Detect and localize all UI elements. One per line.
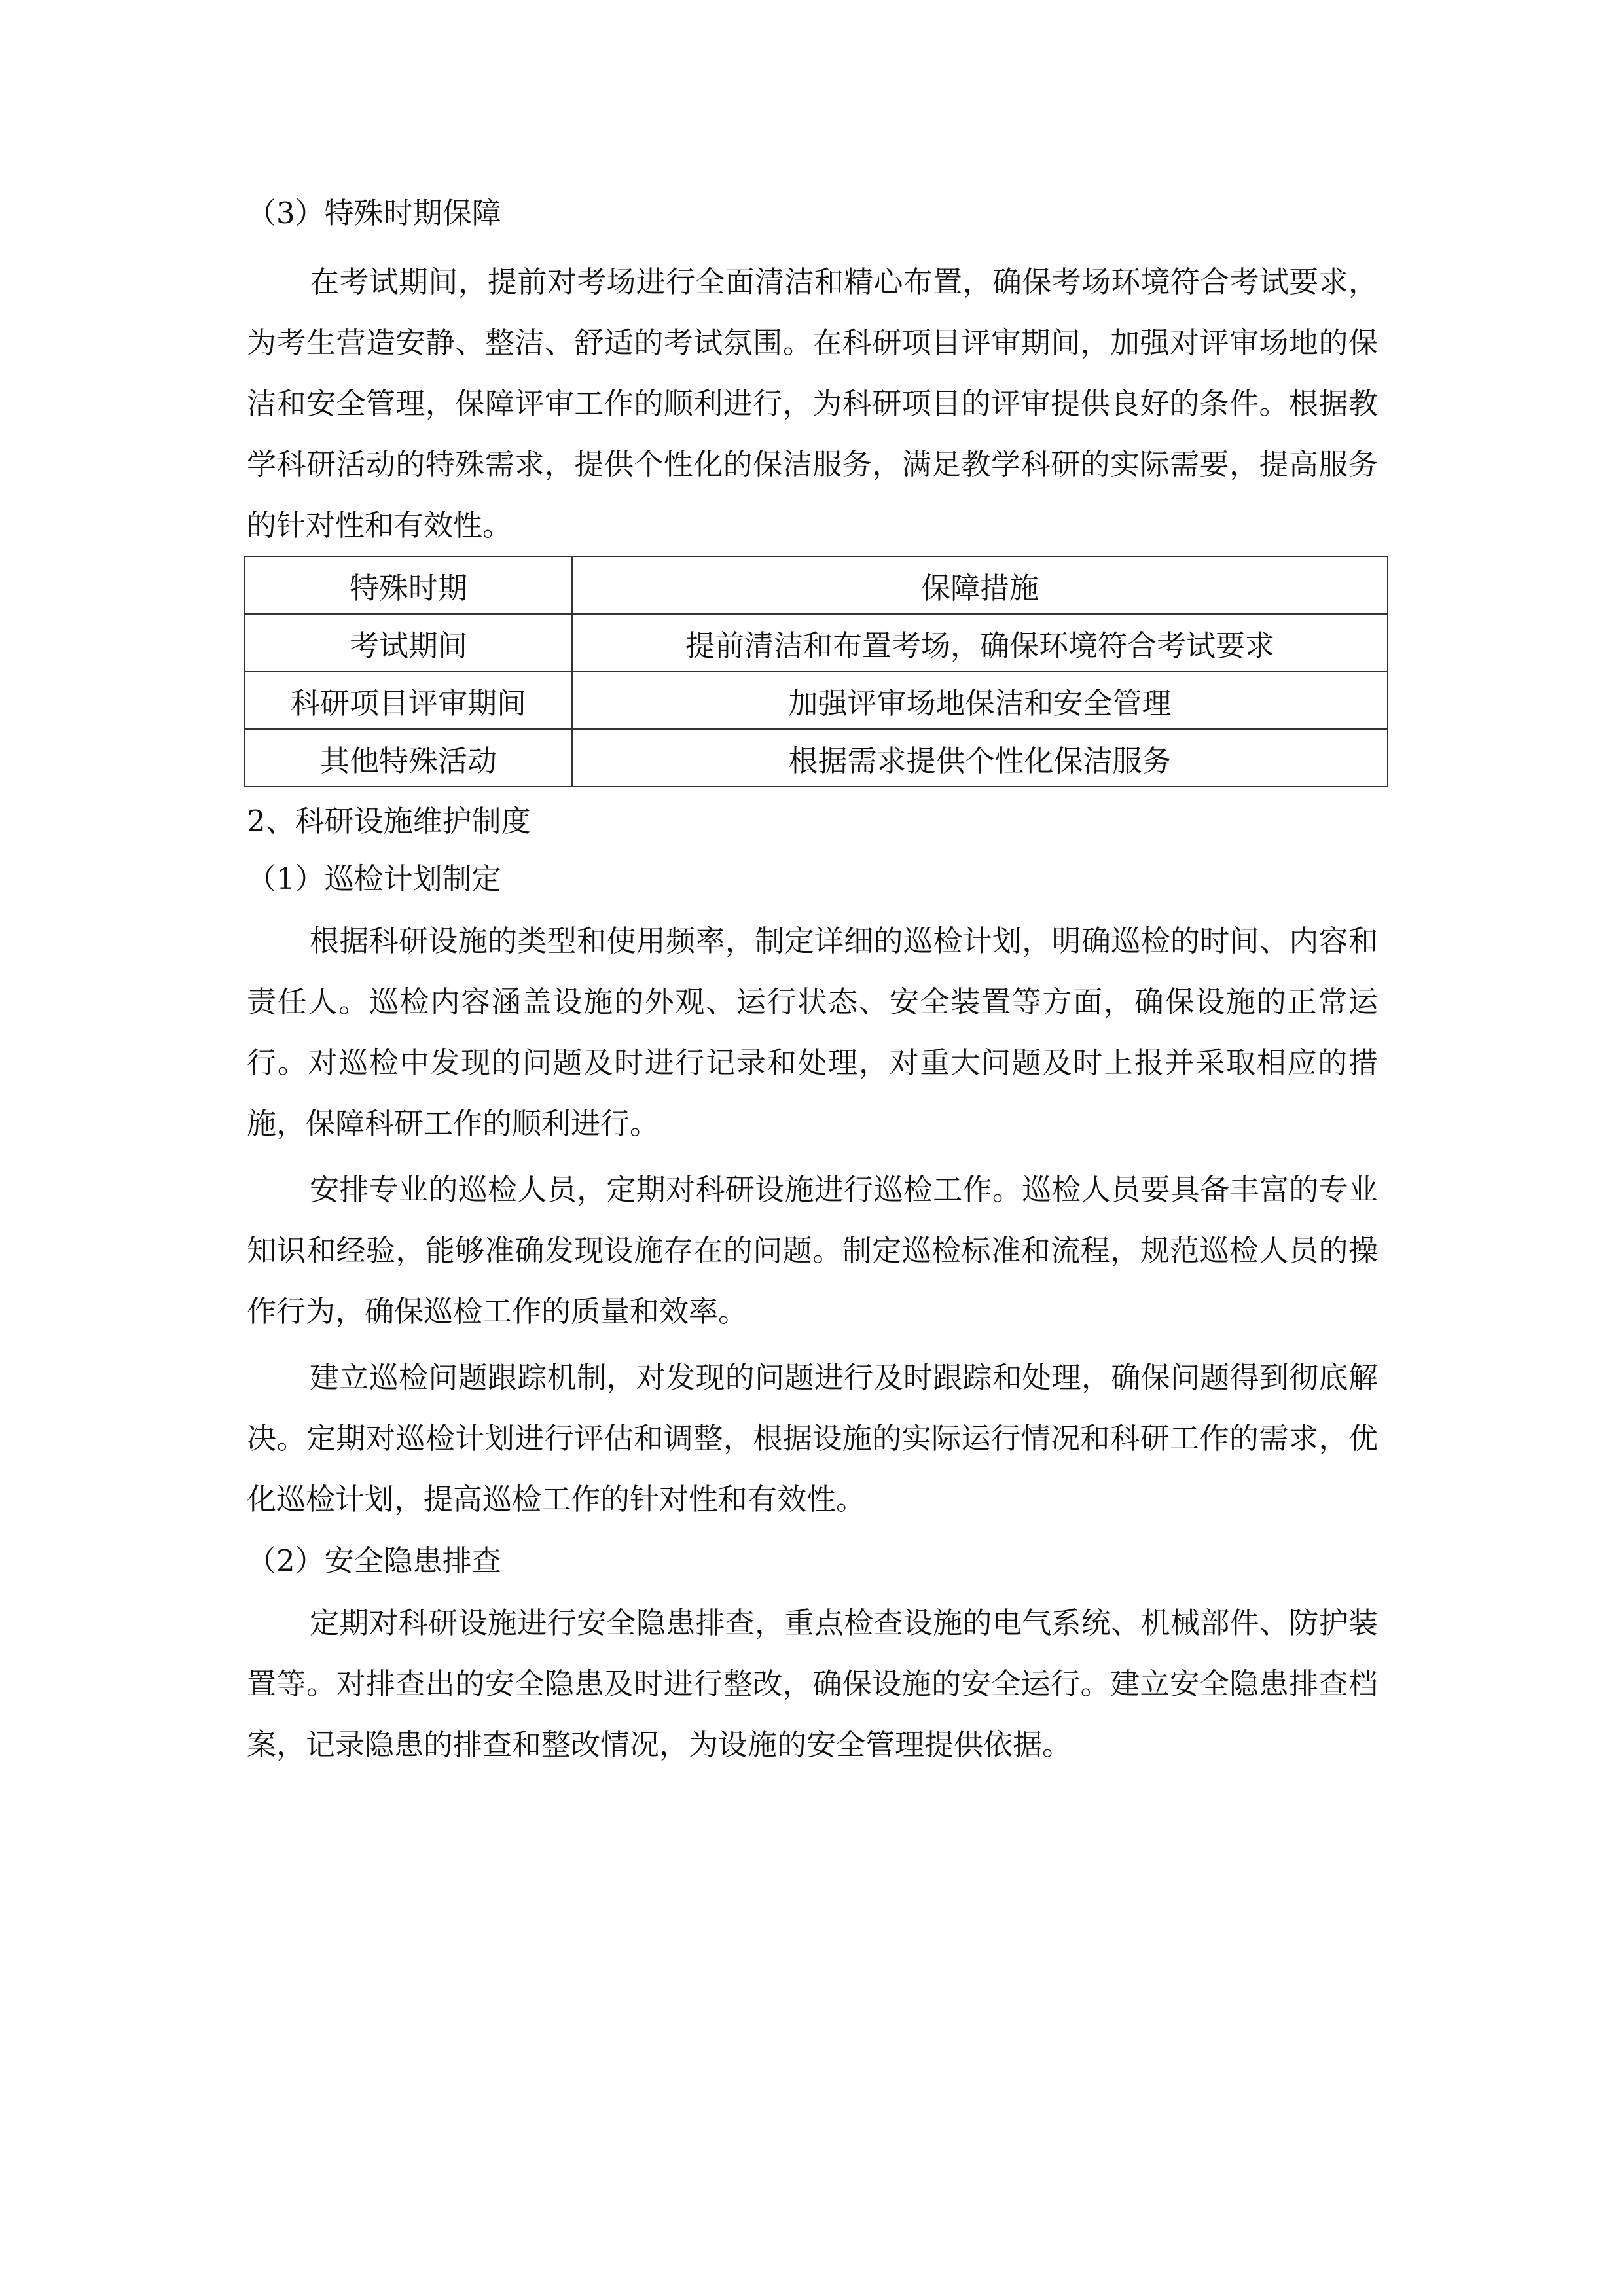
special-period-table <box>244 556 1388 787</box>
table-cell: 提前清洁和布置考场，确保环境符合考试要求 <box>572 614 1388 672</box>
table-header-row <box>245 556 1388 614</box>
table-row <box>245 729 1388 787</box>
table-row <box>245 614 1388 672</box>
heading-inspection-plan: （1）巡检计划制定 <box>247 861 501 896</box>
table-cell: 考试期间 <box>245 614 572 672</box>
heading-special-period: （3）特殊时期保障 <box>247 196 501 230</box>
heading-safety-check: （2）安全隐患排查 <box>247 1543 501 1578</box>
table-cell: 科研项目评审期间 <box>245 672 572 729</box>
table-header-cell: 保障措施 <box>572 556 1388 614</box>
paragraph-inspection-3: 建立巡检问题跟踪机制，对发现的问题进行及时跟踪和处理，确保问题得到彻底解决。定期对巡检计划进行评估和调整，根据设施的实际运行情况和科研工作的需求，优化巡检计划，提高巡检工作的针对性和有效性。 <box>247 1360 1378 1516</box>
paragraph-special-period: 在考试期间，提前对考场进行全面清洁和精心布置，确保考场环境符合考试要求，为考生营造安静、整洁、舒适的考试氛围。在科研项目评审期间，加强对评审场地的保洁和安全管理，保障评审工作的顺利进行，为科研项目的评审提供良好的条件。根据教学科研活动的特殊需求，提供个性化的保洁服务，满足教学科研的实际需要，提高服务的针对性和有效性。 <box>247 264 1378 543</box>
paragraph-inspection-1: 根据科研设施的类型和使用频率，制定详细的巡检计划，明确巡检的时间、内容和责任人。巡检内容涵盖设施的外观、运行状态、安全装置等方面，确保设施的正常运行。对巡检中发现的问题及时进行记录和处理，对重大问题及时上报并采取相应的措施，保障科研工作的顺利进行。 <box>247 924 1378 1141</box>
table-cell: 根据需求提供个性化保洁服务 <box>572 729 1388 787</box>
table-row <box>245 672 1388 729</box>
page-content <box>247 187 1378 1780</box>
table-cell: 加强评审场地保洁和安全管理 <box>572 672 1388 729</box>
section-title-maintenance: 2、科研设施维护制度 <box>247 804 531 838</box>
table-cell: 其他特殊活动 <box>245 729 572 787</box>
paragraph-safety-check: 定期对科研设施进行安全隐患排查，重点检查设施的电气系统、机械部件、防护装置等。对排查出的安全隐患及时进行整改，确保设施的安全运行。建立安全隐患排查档案，记录隐患的排查和整改情况，为设施的安全管理提供依据。 <box>247 1605 1378 1762</box>
paragraph-inspection-2: 安排专业的巡检人员，定期对科研设施进行巡检工作。巡检人员要具备丰富的专业知识和经验，能够准确发现设施存在的问题。制定巡检标准和流程，规范巡检人员的操作行为，确保巡检工作的质量和效率。 <box>247 1172 1378 1329</box>
table-header-cell: 特殊时期 <box>245 556 572 614</box>
